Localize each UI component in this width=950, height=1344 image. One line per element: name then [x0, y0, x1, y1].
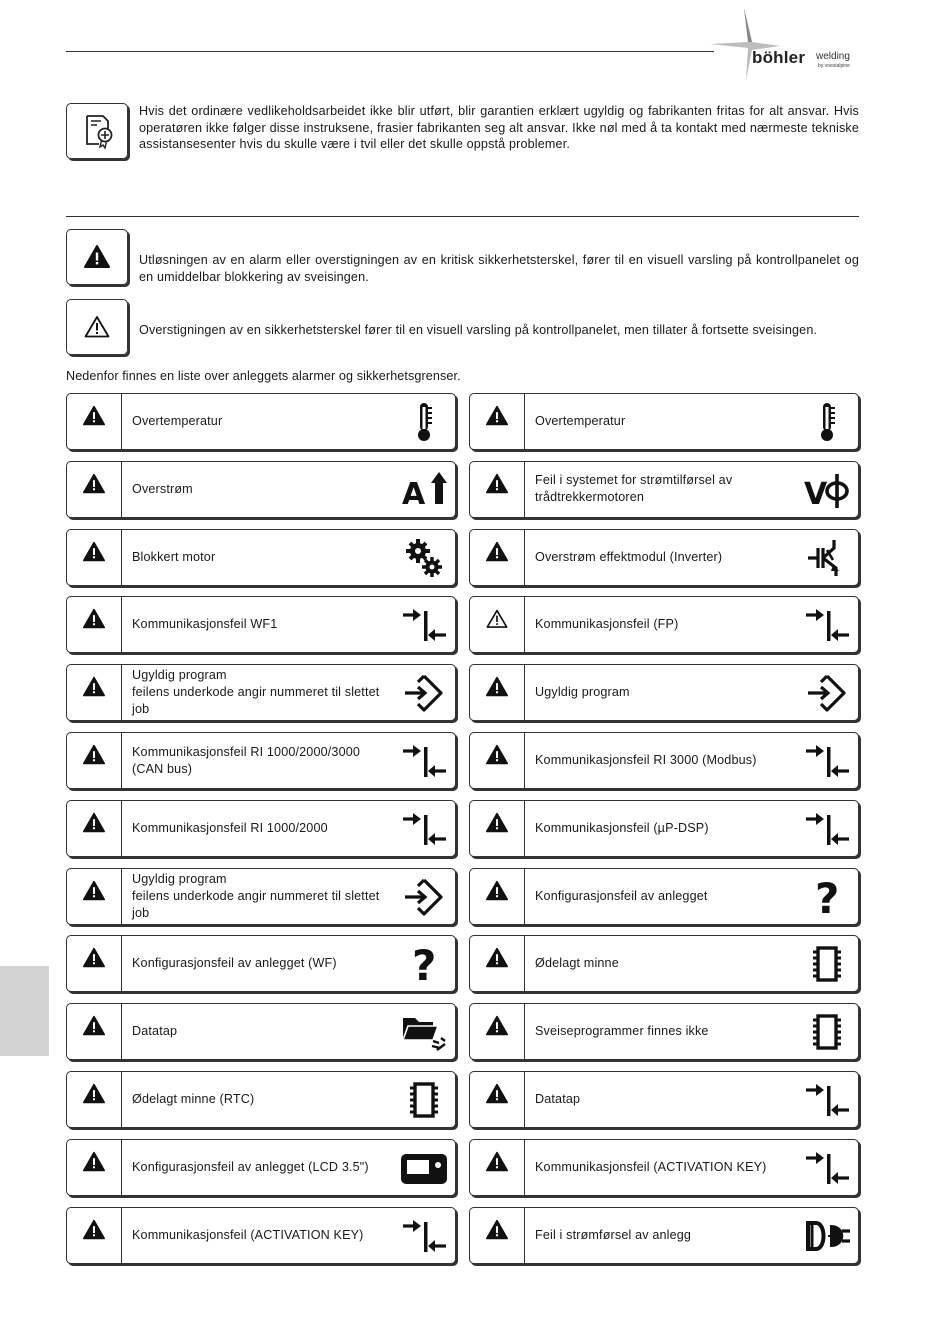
communication-icon — [804, 739, 850, 783]
header-rule — [66, 51, 714, 52]
alarm-row — [66, 868, 456, 925]
alarm-list-intro: Nedenfor finnes en liste over anleggets alarmer og sikkerhetsgrenser. — [66, 369, 461, 383]
alarm-row — [66, 800, 456, 857]
alarm-triangle-icon — [470, 936, 525, 991]
alarm-triangle-icon — [67, 597, 122, 652]
alarm-triangle-icon — [67, 869, 122, 924]
section-rule — [66, 216, 859, 217]
alarm-label: Feil i systemet for strømtilførsel av trådtrekkermotoren — [535, 473, 733, 505]
memory-chip-icon — [804, 942, 850, 986]
alarm-triangle-icon — [470, 462, 525, 517]
warranty-note-text: Hvis det ordinære vedlikeholdsarbeidet ikke blir utført, blir garantien erklært ugyldig og fabrikanten fritas for alt ansvar. Hvis operatøren ikke følger disse instruksene, frasier fabrikanten seg alt ansvar. Ikke nøl med å ta kontakt med nærmeste tekniske assistansesenter hvis du skulle være i tvil eller det skulle oppstå problemer. — [139, 104, 859, 151]
brand-suffix: welding — [816, 51, 850, 62]
program-icon — [401, 671, 447, 715]
alarm-row — [469, 1003, 859, 1060]
alarm-label: Kommunikasjonsfeil RI 3000 (Modbus) — [535, 753, 757, 767]
power-plug-icon — [804, 1214, 850, 1258]
alarm-label: Konfigurasjonsfeil av anlegget (WF) — [132, 956, 337, 971]
svg-text:?: ? — [815, 874, 840, 919]
alarm-row — [469, 800, 859, 857]
alarm-label: Overtemperatur — [535, 414, 626, 428]
alarm-label: Overtemperatur — [132, 414, 223, 428]
alarm-row — [469, 868, 859, 925]
alarm-row — [469, 1207, 859, 1264]
program-icon — [401, 875, 447, 919]
alarm-row — [469, 664, 859, 721]
communication-icon — [401, 1214, 447, 1258]
warranty-document-icon — [66, 103, 128, 159]
alarm-label: Ugyldig program feilens underkode angir nummeret til slettet job — [132, 871, 380, 920]
alarm-triangle-icon — [67, 801, 122, 856]
alarm-row — [469, 596, 859, 653]
alarm-label: Sveiseprogrammer finnes ikke — [535, 1024, 709, 1039]
alarm-row — [469, 732, 859, 789]
alarm-row — [469, 935, 859, 992]
alarm-triangle-icon — [67, 394, 122, 449]
alarm-row — [66, 1139, 456, 1196]
alarm-triangle-icon — [470, 1140, 525, 1195]
alarm-triangle-icon — [67, 1072, 122, 1127]
folder-data-loss-icon — [401, 1010, 447, 1054]
alarm-triangle-icon — [67, 1208, 122, 1263]
alarm-row — [66, 1207, 456, 1264]
alarm-row — [469, 393, 859, 450]
warning-triangle-icon — [470, 597, 525, 652]
alarm-label: Kommunikasjonsfeil (µP-DSP) — [535, 820, 709, 835]
alarm-row — [66, 1003, 456, 1060]
alarm-row — [66, 935, 456, 992]
alarm-triangle-icon — [67, 665, 122, 720]
alarm-triangle-icon — [470, 530, 525, 585]
lcd-display-icon — [401, 1146, 447, 1190]
alarm-label: Overstrøm — [132, 481, 193, 496]
memory-chip-icon — [804, 1010, 850, 1054]
communication-icon — [804, 807, 850, 851]
communication-icon — [804, 1146, 850, 1190]
communication-icon — [401, 807, 447, 851]
alarm-filled-triangle-icon — [66, 229, 128, 285]
alarm-row — [66, 1071, 456, 1128]
alarm-triangle-icon — [67, 462, 122, 517]
alarm-label: Blokkert motor — [132, 549, 216, 564]
thermometer-icon — [401, 400, 447, 444]
alarm-label: Kommunikasjonsfeil RI 1000/2000 — [132, 820, 328, 835]
igbt-inverter-icon — [804, 536, 850, 580]
svg-text:V: V — [804, 476, 828, 512]
thermometer-icon — [804, 400, 850, 444]
alarm-triangle-icon — [470, 733, 525, 788]
alarm-label: Konfigurasjonsfeil av anlegget (LCD 3.5") — [132, 1159, 369, 1174]
alarm-row — [66, 596, 456, 653]
alarm-row — [66, 461, 456, 518]
alarm-label: Feil i strømførsel av anlegg — [535, 1227, 692, 1242]
alarm-row — [66, 529, 456, 586]
alarm-label: Ødelagt minne (RTC) — [132, 1092, 255, 1106]
svg-text:?: ? — [412, 942, 437, 987]
alarm-row — [469, 461, 859, 518]
alarm-label: Kommunikasjonsfeil RI 1000/2000/3000 (CAN bus) — [132, 744, 361, 776]
overcurrent-icon — [401, 468, 447, 512]
alarm-label: Ødelagt minne — [535, 956, 619, 971]
alarm-triangle-icon — [470, 1208, 525, 1263]
alarm-triangle-icon — [470, 394, 525, 449]
alarm-row — [66, 664, 456, 721]
alarm-row — [66, 393, 456, 450]
alarm-label: Konfigurasjonsfeil av anlegget — [535, 888, 708, 903]
alarm-row — [469, 1139, 859, 1196]
alarm-triangle-icon — [67, 936, 122, 991]
section-tab — [0, 966, 49, 1056]
brand-name: böhler — [752, 48, 806, 67]
alarm-label: Ugyldig program — [535, 685, 630, 700]
alarm-row — [469, 1071, 859, 1128]
alarm-triangle-icon — [67, 733, 122, 788]
svg-text:A: A — [402, 476, 426, 512]
question-mark-icon — [804, 875, 850, 919]
alarm-label: Datatap — [132, 1024, 178, 1039]
alarm-triangle-icon — [470, 1004, 525, 1059]
question-mark-icon — [401, 942, 447, 986]
warning-outline-triangle-icon — [66, 299, 128, 355]
communication-icon — [804, 1078, 850, 1122]
alarm-triangle-icon — [67, 530, 122, 585]
communication-icon — [401, 739, 447, 783]
alarm-label: Overstrøm effektmodul (Inverter) — [535, 549, 723, 564]
alarm-triangle-icon — [470, 1072, 525, 1127]
memory-chip-icon — [401, 1078, 447, 1122]
program-icon — [804, 671, 850, 715]
voltage-phase-icon — [804, 468, 850, 512]
communication-icon — [804, 603, 850, 647]
alarm-triangle-icon — [470, 665, 525, 720]
alarm-label: Kommunikasjonsfeil WF1 — [132, 617, 278, 632]
alarm-label: Kommunikasjonsfeil (ACTIVATION KEY) — [132, 1227, 364, 1242]
alarm-label: Datatap — [535, 1092, 581, 1106]
alarm-triangle-icon — [470, 801, 525, 856]
alarm-label: Kommunikasjonsfeil (ACTIVATION KEY) — [535, 1159, 767, 1174]
alarm-label: Kommunikasjonsfeil (FP) — [535, 617, 679, 632]
alarm-row — [66, 732, 456, 789]
warning-legend-text: Overstigningen av en sikkerhetsterskel fører til en visuell varsling på kontrollpanelet, men tillater å fortsette sveisingen. — [139, 323, 818, 337]
brand-tagline: by voestalpine — [818, 63, 850, 69]
alarm-legend-text: Utløsningen av en alarm eller overstigningen av en kritisk sikkerhetsterskel, fører til en visuell varsling på kontrollpanelet og en umiddelbar blokkering av sveisingen. — [139, 253, 859, 284]
gears-icon — [401, 536, 447, 580]
alarm-triangle-icon — [67, 1140, 122, 1195]
communication-icon — [401, 603, 447, 647]
alarm-triangle-icon — [67, 1004, 122, 1059]
alarm-label: Ugyldig program feilens underkode angir nummeret til slettet job — [132, 668, 380, 717]
alarm-triangle-icon — [470, 869, 525, 924]
bohler-star-logo-icon — [710, 8, 870, 80]
alarm-row — [469, 529, 859, 586]
